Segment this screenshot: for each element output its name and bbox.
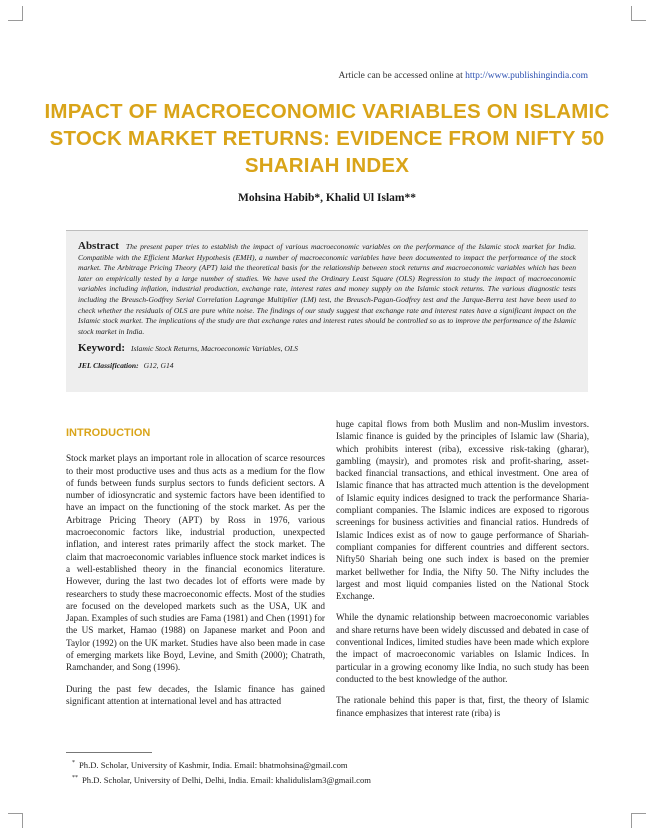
jel-row (78, 361, 576, 370)
footnote (66, 757, 586, 772)
crop-mark-bottom-right (631, 813, 646, 828)
keywords: Islamic Stock Returns, Macroeconomic Variables, OLS (130, 344, 298, 354)
footnote-rule (66, 752, 152, 753)
crop-mark-top-right (631, 6, 646, 21)
footnotes (66, 752, 586, 787)
abstract-box (66, 230, 588, 392)
footnote-text: Ph.D. Scholar, University of Delhi, Delhi, India. Email: khalidulislam3@gmail.com (82, 774, 371, 785)
body-column-left (66, 414, 325, 716)
footnote-mark: ** (72, 774, 78, 781)
crop-mark-top-left (8, 6, 23, 21)
authors: Mohsina Habib*, Khalid Ul Islam** (238, 192, 416, 204)
access-prefix: Article can be accessed online at (338, 71, 466, 81)
publisher-link[interactable]: http://www.publishingindia.com (465, 71, 588, 81)
access-note (339, 71, 589, 81)
jel-label: JEL Classification: (78, 361, 139, 371)
keyword-label: Keyword: (78, 342, 126, 355)
footnote-text: Ph.D. Scholar, University of Kashmir, India. Email: bhatmohsina@gmail.com (79, 759, 348, 770)
paragraph: Stock market plays an important role in allocation of scarce resources to their most productive uses and thus acts as a medium for the flow of funds between funds surplus sectors to funds deficient sectors. A number of idiosyncratic and systemic factors have been identified to have an impact on the functioning of the stock market. As per the Arbitrage Pricing Theory (APT) by Ross in 1976, various macroeconomic factors like, industrial production, unexpected inflation, and interest rates primarily affect the stock market. The claim that macroeconomic variables influence stock market indices is a well-established theory in the financial economics literature. However, during the last two decades lot of efforts were made by researchers to study these macroeconomic effects. Most of the studies are focused on the developed markets such as the USA, UK and Japan. Examples of such studies are Fama (1981) and Chen (1991) for the US market, Hamao (1988) on Japanese market and Poon and Taylor (1992) on the UK market. Studies have also been made in case of emerging markets like Boyd, Levine, and Smith (2000); Chatrath, Ramchander, and Song (1996). (66, 453, 325, 673)
crop-mark-bottom-left (8, 813, 23, 828)
keywords-row (78, 342, 576, 354)
jel-codes: G12, G14 (143, 361, 174, 371)
section-heading-introduction: INTRODUCTION (66, 427, 151, 439)
paragraph: While the dynamic relationship between macroeconomic variables and share returns have been widely discussed and debated in case of conventional Indices, limited studies have been made which explore the impact of macroeconomic variables on Islamic Indices. In particular in a growing economy like India, no such study has been conducted to the best knowledge of the author. (336, 612, 589, 684)
footnote (66, 772, 586, 787)
paragraph: During the past few decades, the Islamic finance has gained significant attention at international level and has attracted (66, 683, 325, 706)
paper-title: IMPACT OF MACROECONOMIC VARIABLES ON ISLAMIC STOCK MARKET RETURNS: EVIDENCE FROM NIFTY 50 SHARIAH INDEX (44, 100, 610, 177)
footnote-mark: * (72, 760, 75, 766)
abstract-label: Abstract (78, 240, 119, 252)
body-column-right (336, 418, 589, 728)
abstract-text: The present paper tries to establish the impact of various macroeconomic variables on the performance of the Islamic stock market for India. Compatible with the Efficient Market Hypothesis (EMH), a number of macroeconomic variables have been documented to impact the performance of the stock market. The Arbitrage Pricing Theory (APT) laid the theoretical basis for the relationship between stock returns and macroeconomic variables which has been later on empirically tested by a large number of studies. We have used the Ordinary Least Square (OLS) Regression to study the impact of macroeconomic variables including inflation, industrial production, exchange rate, interest rates and money supply on the Islamic stock returns. The various diagnostic tests including the Breusch-Godfrey Serial Correlation Lagrange Multiplier (LM) test, the Breusch-Pagan-Godfrey test and the Jarque-Berra test have been used to check whether the residuals of OLS are pure white noise. The findings of our study suggest that exchange rate and interest rates have a significant impact on the Islamic stock market. The implications of the study are that exchange rates and interest rates should be controlled so as to improve the performance of the Islamic stock market in India. (78, 242, 576, 336)
paragraph: huge capital flows from both Muslim and non-Muslim investors. Islamic finance is guided by the principles of Islamic law (Sharia), which prohibits interest (riba), excessive risk-taking (gharar), gambling (maysir), and promotes risk and profit-sharing, asset-backed financial transactions, and ethical investment. One area of Islamic finance that has attracted much attention is the development of Islamic equity indices designed to track the performance Sharia-compliant companies. The Islamic indices are exposed to rigorous screenings for business activities and financial ratios. Hundreds of Islamic Indices exist as of now to gauge performance of Shariah-compliant companies for different countries and different sectors. Nifty50 Shariah being one such index is based on the premier market bellwether for India, the Nifty 50. The Nifty includes the largest and most liquid companies listed on the National Stock Exchange. (336, 419, 589, 602)
abstract (78, 241, 576, 337)
paragraph: The rationale behind this paper is that, first, the theory of Islamic finance emphasizes that interest rate (riba) is (336, 695, 589, 718)
